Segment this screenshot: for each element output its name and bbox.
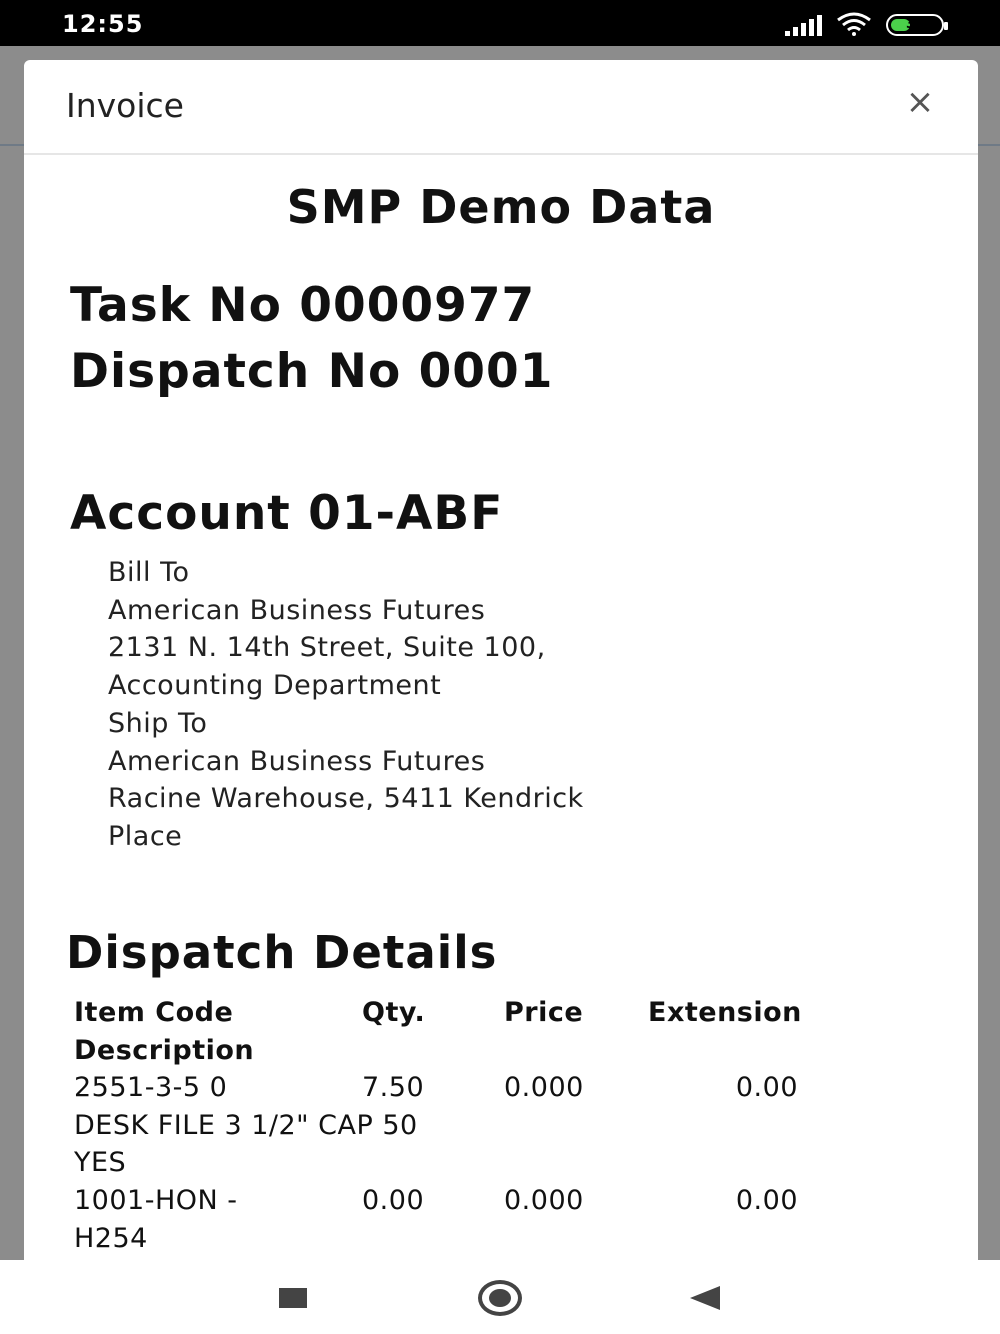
- home-icon[interactable]: [478, 1280, 522, 1316]
- bill-to-name: American Business Futures: [108, 594, 486, 626]
- bill-to-street: 2131 N. 14th Street, Suite 100,: [108, 632, 546, 664]
- column-header-item-code: Item Code: [74, 997, 234, 1028]
- dispatch-number: Dispatch No 0001: [70, 344, 554, 399]
- account-number: Account 01-ABF: [70, 486, 504, 541]
- item-description-row: [74, 1144, 894, 1182]
- item-description-row: [74, 1220, 894, 1258]
- task-number: Task No 0000977: [70, 278, 536, 333]
- table-row: [74, 1069, 894, 1107]
- wifi-icon: [836, 12, 872, 36]
- bill-to-label: Bill To: [108, 557, 190, 588]
- modal-title: Invoice: [66, 86, 184, 125]
- item-description-row: [74, 1107, 894, 1145]
- back-icon[interactable]: [690, 1286, 720, 1310]
- column-header-description: Description: [74, 1034, 255, 1066]
- ship-to-street-cont: Place: [108, 820, 183, 852]
- column-header-extension: Extension: [648, 997, 802, 1028]
- item-description: DESK FILE 3 1/2" CAP 50: [74, 1109, 418, 1141]
- dispatch-details-heading: Dispatch Details: [66, 926, 498, 979]
- item-description: YES: [74, 1147, 127, 1179]
- bill-to-department: Accounting Department: [108, 670, 442, 702]
- item-qty: 7.50: [362, 1072, 425, 1104]
- modal-body[interactable]: [24, 156, 978, 1310]
- column-header-qty: Qty.: [362, 997, 426, 1028]
- item-extension: 0.00: [735, 1184, 798, 1216]
- home-icon-dot: [489, 1289, 511, 1307]
- table-header-row: [74, 994, 894, 1032]
- item-qty: 0.00: [362, 1184, 425, 1216]
- address-block: [108, 554, 584, 856]
- table-subheader-row: [74, 1032, 894, 1070]
- modal-header: [24, 60, 978, 155]
- item-description: H254: [74, 1222, 148, 1254]
- recents-icon[interactable]: [279, 1288, 307, 1308]
- status-icons: [785, 12, 944, 36]
- ship-to-label: Ship To: [108, 707, 208, 739]
- battery-icon: [886, 14, 944, 36]
- invoice-modal: [24, 60, 978, 1310]
- item-extension: 0.00: [735, 1072, 798, 1104]
- battery-level: 37: [905, 17, 925, 32]
- status-bar: [0, 0, 1000, 46]
- column-header-price: Price: [504, 997, 584, 1028]
- item-price: 0.000: [504, 1072, 584, 1104]
- navigation-bar: [0, 1260, 1000, 1334]
- item-price: 0.000: [504, 1184, 584, 1216]
- close-icon[interactable]: ×: [905, 82, 935, 122]
- table-row: [74, 1182, 894, 1220]
- ship-to-name: American Business Futures: [108, 745, 486, 777]
- status-time: 12:55: [62, 10, 144, 38]
- ship-to-street: Racine Warehouse, 5411 Kendrick: [108, 783, 584, 815]
- item-code: 1001-HON -: [74, 1184, 238, 1216]
- signal-icon: [785, 14, 822, 36]
- dispatch-details-table: [74, 994, 894, 1257]
- battery-tip: [944, 22, 948, 30]
- item-code: 2551-3-5 0: [74, 1072, 228, 1104]
- company-name: SMP Demo Data: [286, 180, 716, 234]
